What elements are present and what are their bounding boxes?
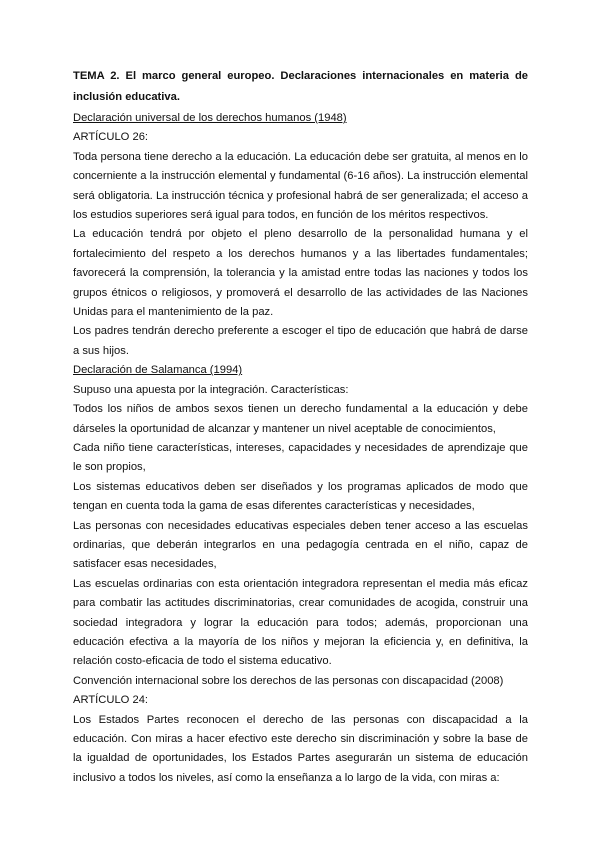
article-label-24: ARTÍCULO 24: [73,694,149,707]
article-label-26: ARTÍCULO 26: [73,131,149,144]
paragraph: Los Estados Partes reconocen el derecho de las personas con discapacidad a la educación. Con miras a hacer efectivo este derecho sin discriminación y sobre la base de la igualdad de oportunidades, los Estados Partes asegurarán un sistema de educación inclusivo a todos los niveles, así como la enseñanza a lo largo de la vida, con miras a: [73,713,528,784]
paragraph: Supuso una apuesta por la integración. Características: [73,383,349,396]
paragraph: Los sistemas educativos deben ser diseñados y los programas aplicados de modo que tengan en cuenta toda la gama de esas diferentes características y necesidades, [73,480,528,513]
document-title: TEMA 2. El marco general europeo. Declaraciones internacionales en materia de inclusión educativa. [73,70,528,103]
paragraph: La educación tendrá por objeto el pleno desarrollo de la personalidad humana y el fortalecimiento del respeto a los derechos humanos y a las libertades fundamentales; favorecerá la comprensión, la tolerancia y la amistad entre todas las naciones y todos los grupos étnicos o religiosos, y promoverá el desarrollo de las actividades de las Naciones Unidas para el mantenimiento de la paz. [73,228,528,319]
paragraph: Toda persona tiene derecho a la educación. La educación debe ser gratuita, al menos en lo concerniente a la instrucción elemental y fundamental (6-16 años). La instrucción elemental será obligatoria. La instrucción técnica y profesional habrá de ser generalizada; el acceso a los estudios superiores será igual para todos, en función de los méritos respectivos. [73,150,528,222]
section-heading-udhr: Declaración universal de los derechos humanos (1948) [73,112,347,124]
section-heading-convention: Convención internacional sobre los derechos de las personas con discapacidad (2008) [73,674,504,687]
paragraph: Todos los niños de ambos sexos tienen un derecho fundamental a la educación y debe dárseles la oportunidad de alcanzar y mantener un nivel aceptable de conocimientos, [73,403,528,435]
paragraph: Las personas con necesidades educativas especiales deben tener acceso a las escuelas ordinarias, que deberán integrarlos en una pedagogía centrada en el niño, capaz de satisfacer esas necesidades, [73,519,528,571]
paragraph: Las escuelas ordinarias con esta orientación integradora representan el media más eficaz para combatir las actitudes discriminatorias, crear comunidades de acogida, construir una sociedad integradora y lograr la educación para todos; además, proporcionan una educación efectiva a la mayoría de los niños y mejoran la eficiencia y, en definitiva, la relación costo-eficacia de todo el sistema educativo. [73,577,528,668]
paragraph: Cada niño tiene características, intereses, capacidades y necesidades de aprendizaje que le son propios, [73,441,528,474]
section-heading-salamanca: Declaración de Salamanca (1994) [73,364,243,377]
paragraph: Los padres tendrán derecho preferente a escoger el tipo de educación que habrá de darse a sus hijos. [73,325,528,357]
